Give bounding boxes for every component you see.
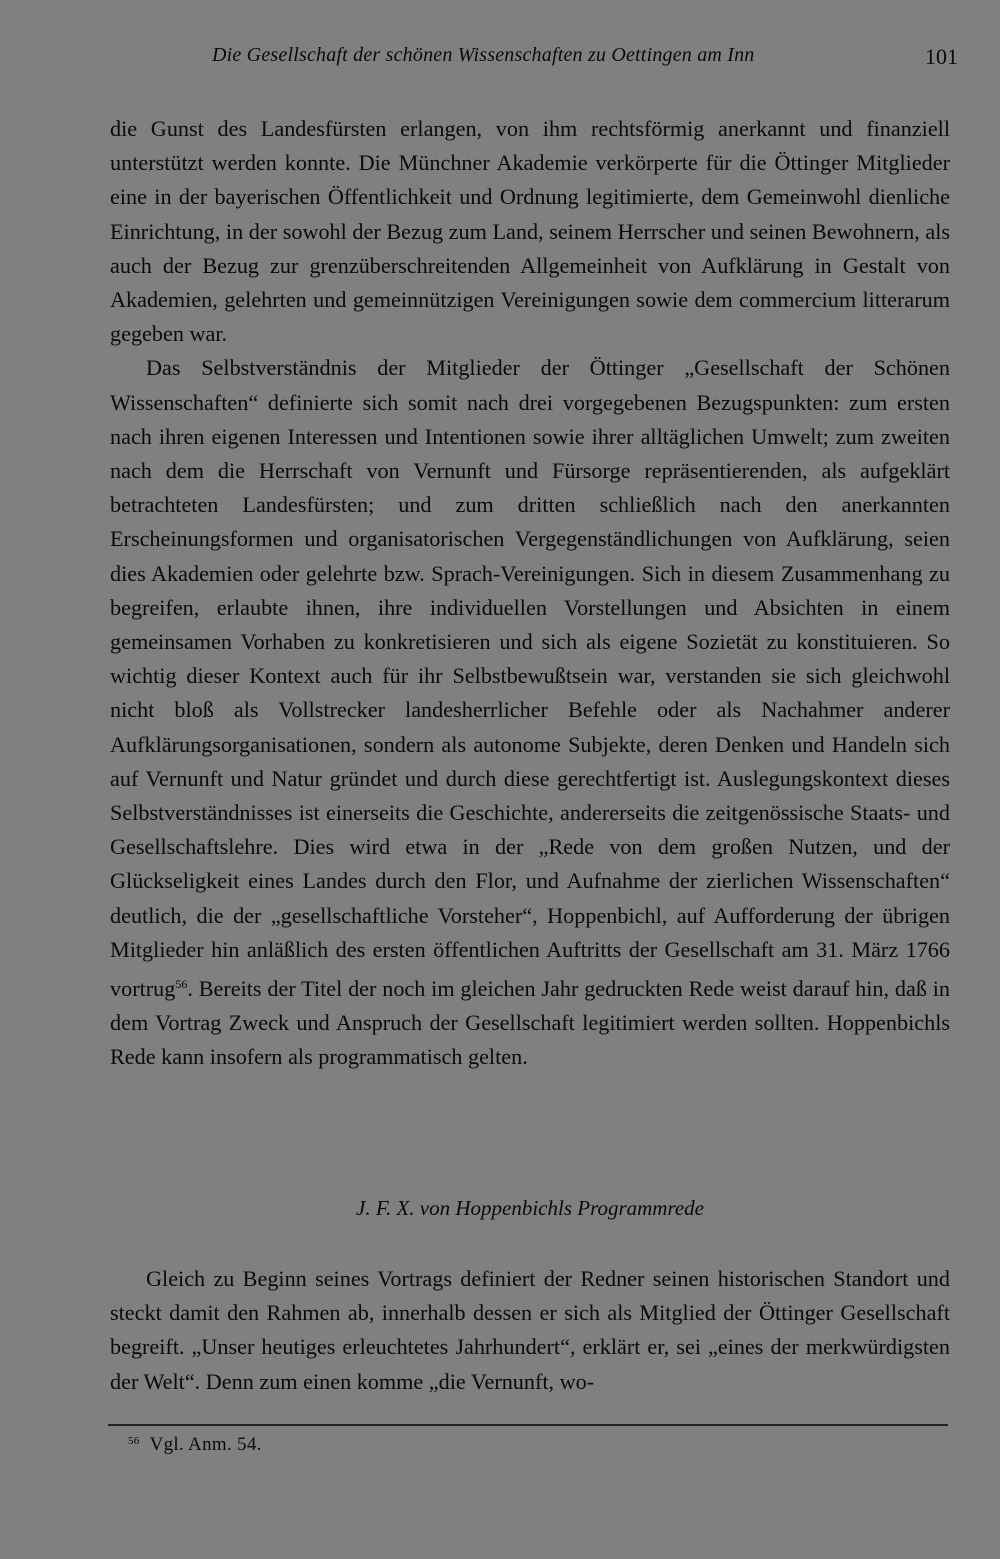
section-text-block	[110, 1262, 950, 1399]
page-number: 101	[925, 44, 958, 69]
footnote-marker: 56	[128, 1435, 140, 1447]
running-head: Die Gesellschaft der schönen Wissenschaften zu Oettingen am Inn	[212, 44, 755, 66]
paragraph-3: Gleich zu Beginn seines Vortrags definiert der Redner seinen historischen Standort und steckt damit den Rahmen ab, innerhalb dessen er sich als Mitglied der Öttinger Gesellschaft begreift. „Unser heutiges erleuchtetes Jahrhundert“, erklärt er, sei „eines der merkwürdigsten der Welt“. Denn zum einen komme „die Vernunft, wo-	[110, 1266, 950, 1394]
paragraph-2-text-continued: . Bereits der Titel der noch im gleichen Jahr gedruckten Rede weist darauf hin, daß in dem Vortrag Zweck und Anspruch der Gesellschaft legitimiert werden sollten. Hoppenbichls Rede kann insofern als programmatisch gelten.	[110, 976, 950, 1070]
paragraph-2	[110, 351, 950, 1074]
paragraph-1: die Gunst des Landesfürsten erlangen, von ihm rechtsförmig anerkannt und finanziell unterstützt werden konnte. Die Münchner Akademie verkörperte für die Öttinger Mitglieder eine in der bayerischen Öffentlichkeit und Ordnung legitimierte, dem Gemeinwohl dienliche Einrichtung, in der sowohl der Bezug zum Land, seinem Herrscher und seinen Bewohnern, als auch der Bezug zur grenzüberschreitenden Allgemeinheit von Aufklärung in Gestalt von Akademien, gelehrten und gemeinnützigen Vereinigungen sowie dem commercium litterarum gegeben war.	[110, 116, 950, 347]
main-text-block	[110, 112, 950, 1075]
footnote-text: Vgl. Anm. 54.	[149, 1434, 262, 1455]
paragraph-2-text: Das Selbstverständnis der Mitglieder der Öttinger „Gesellschaft der Schönen Wissenschaften“ definierte sich somit nach drei vorgegebenen Bezugspunkten: zum ersten nach ihren eigenen Interessen und Intentionen sowie ihrer alltäglichen Umwelt; zum zweiten nach dem die Herrschaft von Vernunft und Fürsorge repräsentierenden, als aufgeklärt betrachteten Landesfürsten; und zum dritten schließlich nach den anerkannten Erscheinungsformen und organisatorischen Vergegenständlichungen von Aufklärung, seien dies Akademien oder gelehrte bzw. Sprach-Vereinigungen. Sich in diesem Zusammenhang zu begreifen, erlaubte ihnen, ihre individuellen Vorstellungen und Absichten in einem gemeinsamen Vorhaben zu konkretisieren und sich als eigene Sozietät zu konstituieren. So wichtig dieser Kontext auch für ihr Selbstbewußtsein war, verstanden sie sich gleichwohl nicht bloß als Vollstrecker landesherrlicher Befehle oder als Nachahmer anderer Aufklärungsorganisationen, sondern als autonome Subjekte, deren Denken und Handeln sich auf Vernunft und Natur gründet und durch diese gerechtfertigt ist. Auslegungskontext dieses Selbstverständnisses ist einerseits die Geschichte, andererseits die zeitgenössische Staats- und Gesellschaftslehre. Dies wird etwa in der „Rede von dem großen Nutzen, und der Glückseligkeit eines Landes durch den Flor, und Aufnahme der zierlichen Wissenschaften“ deutlich, die der „gesellschaftliche Vorsteher“, Hoppenbichl, auf Aufforderung der übrigen Mitglieder hin anläßlich des ersten öffentlichen Auftritts der Gesellschaft am 31. März 1766 vortrug	[110, 355, 950, 1002]
footnote	[128, 1434, 262, 1456]
footnote-divider	[108, 1424, 948, 1426]
footnote-reference: 56	[175, 977, 188, 992]
section-heading: J. F. X. von Hoppenbichls Programmrede	[356, 1196, 704, 1220]
